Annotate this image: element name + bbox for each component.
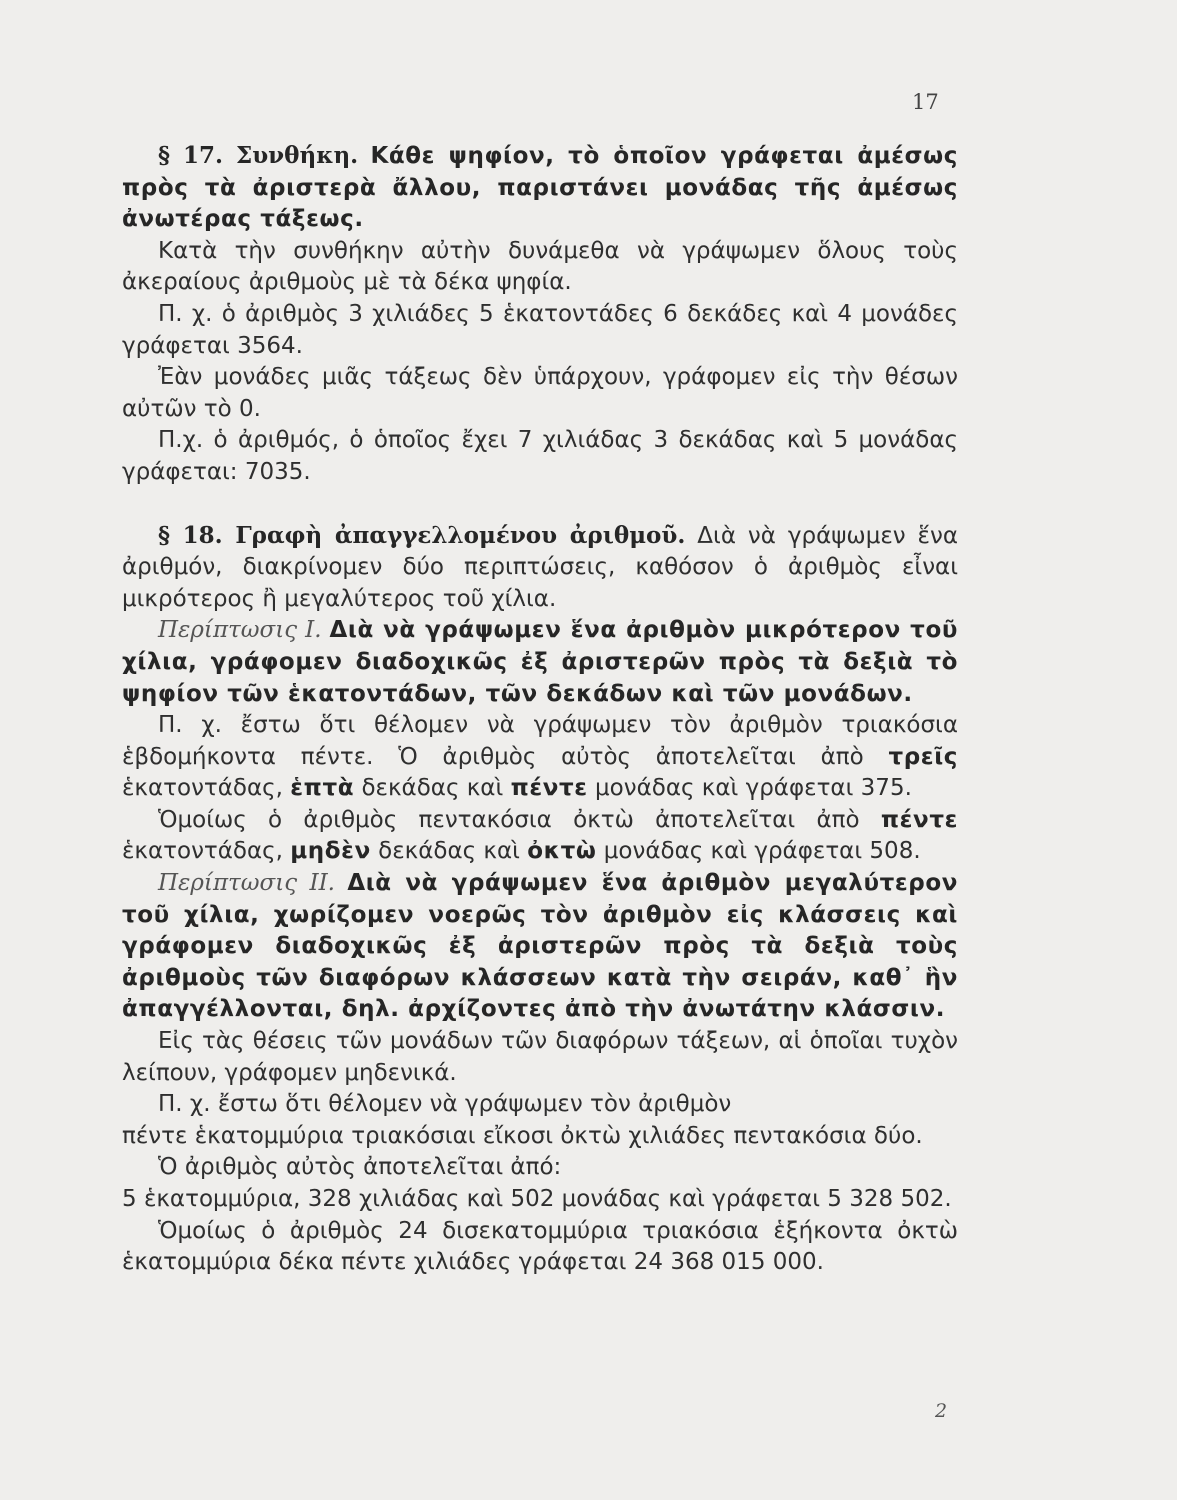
section-17-heading: § 17. Συνθήκη.: [158, 142, 359, 169]
emphasis: πέντε: [510, 775, 588, 802]
paragraph: Κατὰ τὴν συνθήκην αὐτὴν δυνάμεθα νὰ γράψωμεν ὅλους τοὺς ἀκεραίους ἀριθμοὺς μὲ τὰ δέκα ψηφία.: [122, 237, 958, 296]
page-body: [122, 140, 958, 1279]
example-paragraph: [122, 805, 958, 868]
signature-mark: 2: [935, 1400, 948, 1422]
emphasis: πέντε: [880, 806, 959, 833]
text-run: Π. χ. ἔστω ὅτι θέλομεν νὰ γράψωμεν τὸν ἀριθμὸν τριακόσια ἑβδομήκοντα πέντε. Ὁ ἀριθμὸς αὐτὸς ἀποτελεῖται ἀπὸ: [122, 712, 958, 770]
example-line: Ὁ ἀριθμὸς αὐτὸς ἀποτελεῖται ἀπό:: [158, 1154, 562, 1181]
text-run: ἑκατοντάδας,: [122, 775, 283, 802]
page-number: 17: [912, 90, 939, 114]
example-paragraph: Π. χ. ὁ ἀριθμὸς 3 χιλιάδες 5 ἑκατοντάδες 6 δεκάδες καὶ 4 μονάδες γράφεται 3564.: [122, 300, 958, 359]
text-run: μονάδας καὶ γράφεται 375.: [595, 775, 912, 802]
paragraph: Εἰς τὰς θέσεις τῶν μονάδων τῶν διαφόρων τάξεων, αἱ ὁποῖαι τυχὸν λείπουν, γράφομεν μηδενικά.: [122, 1028, 958, 1086]
case-2-rule-text: Διὰ νὰ γράψωμεν ἕνα ἀριθμὸν μεγαλύτερον τοῦ χίλια, χωρίζομεν νοερῶς τὸν ἀριθμὸν εἰς κλάσσεις καὶ γράφομεν διαδοχικῶς ἐξ ἀριστερῶν πρὸς τὰ δεξιὰ τοὺς ἀριθμοὺς τῶν διαφόρων κλάσσεων κατὰ τὴν σειράν, καθ᾽ ἣν ἀπαγγέλλονται, δηλ. ἀρχίζοντες ἀπὸ τὴν ἀνωτάτην κλάσσιν.: [122, 870, 958, 1023]
text-run: δεκάδας καὶ: [361, 775, 504, 802]
case-1-rule-text: Διὰ νὰ γράψωμεν ἕνα ἀριθμὸν μικρότερον τοῦ χίλια, γράφομεν διαδοχικῶς ἐξ ἀριστερῶν πρὸς τὰ δεξιὰ τὸ ψηφίον τῶν ἑκατοντάδων, τῶν δεκάδων καὶ τῶν μονάδων.: [122, 617, 958, 707]
section-17-rule: [122, 140, 958, 236]
emphasis: ἑπτὰ: [290, 775, 355, 802]
emphasis: μηδὲν: [290, 838, 371, 865]
case-1-label: Περίπτωσις Ι.: [158, 617, 322, 644]
example-line: 5 ἑκατομμύρια, 328 χιλιάδας καὶ 502 μονάδας καὶ γράφεται 5 328 502.: [122, 1186, 952, 1212]
paragraph: Ἐὰν μονάδες μιᾶς τάξεως δὲν ὑπάρχουν, γράφομεν εἰς τὴν θέσων αὐτῶν τὸ 0.: [122, 364, 958, 422]
text-run: Ὁμοίως ὁ ἀριθμὸς πεντακόσια ὀκτὼ ἀποτελεῖται ἀπὸ: [158, 806, 860, 833]
case-2-rule: [122, 868, 958, 1026]
case-1-rule: [122, 615, 958, 710]
emphasis: τρεῖς: [888, 743, 958, 770]
section-18-heading: § 18. Γραφὴ ἀπαγγελλομένου ἀριθμοῦ.: [158, 521, 686, 549]
example-line: Π. χ. ἔστω ὅτι θέλομεν νὰ γράψωμεν τὸν ἀριθμὸν: [158, 1091, 732, 1118]
text-run: ἑκατοντάδας,: [122, 838, 283, 865]
section-17-rule-text: Κάθε ψηφίον, τὸ ὁποῖον γράφεται ἀμέσως πρὸς τὰ ἀριστερὰ ἄλλου, παριστάνει μονάδας τῆς ἀμέσως ἀνωτέρας τάξεως.: [122, 143, 958, 233]
example-paragraph: Π.χ. ὁ ἀριθμός, ὁ ὁποῖος ἔχει 7 χιλιάδας 3 δεκάδας καὶ 5 μονάδας γράφεται: 7035.: [122, 427, 958, 485]
section-18-intro-text: Διὰ νὰ γράψωμεν ἕνα ἀριθμόν, διακρίνομεν δύο περιπτώσεις, καθόσον ὁ ἀριθμὸς εἶναι μικρότερος ἢ μεγαλύτερος τοῦ χίλια.: [122, 522, 958, 612]
text-run: μονάδας καὶ γράφεται 508.: [603, 838, 921, 865]
emphasis: ὀκτὼ: [527, 838, 597, 865]
case-2-label: Περίπτωσις ΙΙ.: [158, 870, 335, 897]
example-paragraph: Ὁμοίως ὁ ἀριθμὸς 24 δισεκατομμύρια τριακόσια ἑξήκοντα ὀκτὼ ἑκατομμύρια δέκα πέντε χιλιάδες γράφεται 24 368 015 000.: [122, 1217, 958, 1276]
example-line: πέντε ἑκατομμύρια τριακόσιαι εἴκοσι ὀκτὼ χιλιάδες πεντακόσια δύο.: [122, 1122, 923, 1149]
section-18-intro: [122, 520, 958, 616]
text-run: δεκάδας καὶ: [378, 838, 520, 865]
example-paragraph: [122, 710, 958, 805]
